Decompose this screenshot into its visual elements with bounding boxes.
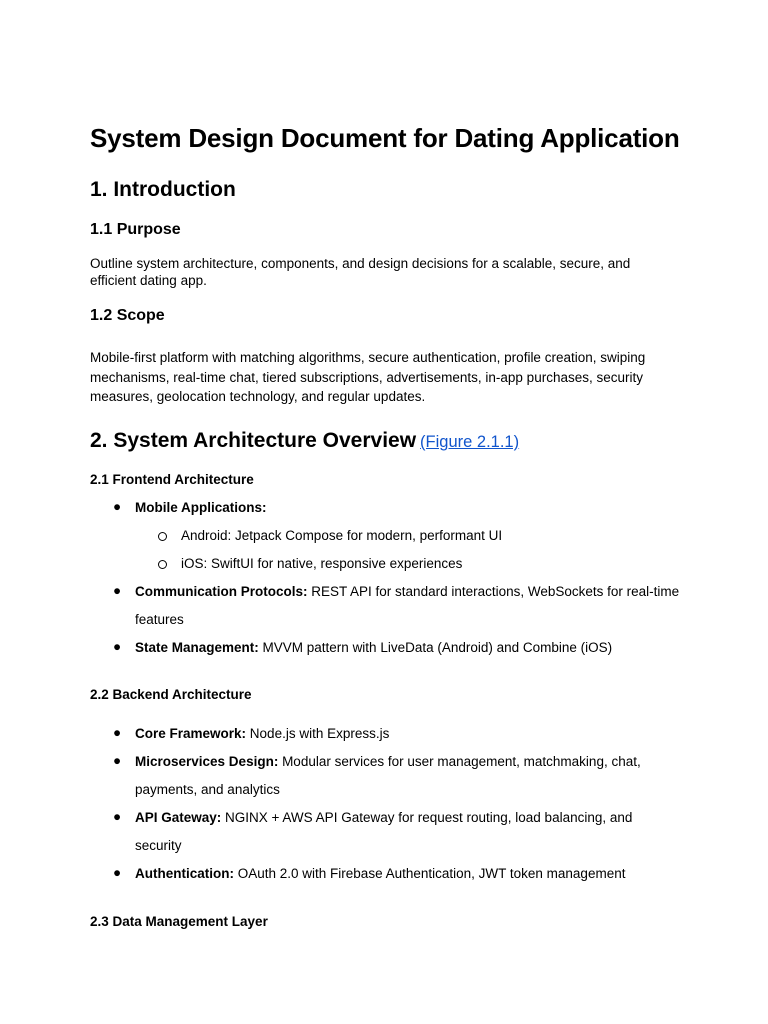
subsection-heading-backend: 2.2 Backend Architecture — [90, 687, 252, 702]
list-item — [135, 720, 680, 748]
bullet-icon: ● — [113, 809, 122, 824]
bullet-icon: ● — [113, 639, 122, 654]
list-item — [135, 634, 680, 662]
bullet-icon: ● — [113, 725, 122, 740]
hollow-bullet-icon — [158, 532, 167, 541]
list-item-text: NGINX + AWS API Gateway for request routing, load balancing, and security — [135, 810, 633, 853]
list-item-label: State Management: — [135, 640, 259, 655]
list-item-label: API Gateway: — [135, 810, 222, 825]
bullet-icon: ● — [113, 865, 122, 880]
list-item — [135, 748, 680, 804]
document-title: System Design Document for Dating Application — [90, 123, 680, 153]
purpose-paragraph: Outline system architecture, components, and design decisions for a scalable, secure, and efficient dating app. — [90, 256, 631, 288]
list-item-text: REST API for standard interactions, WebSockets for real-time features — [135, 584, 680, 627]
list-item-text: MVVM pattern with LiveData (Android) and Combine (iOS) — [258, 640, 613, 655]
list-item-label: Authentication: — [135, 866, 234, 881]
bullet-icon: ● — [113, 753, 122, 768]
subsection-heading-scope: 1.2 Scope — [90, 307, 165, 324]
subsection-heading-purpose: 1.1 Purpose — [90, 221, 181, 238]
list-item-label: Core Framework: — [135, 726, 247, 741]
list-item-text: Node.js with Express.js — [246, 726, 390, 741]
hollow-bullet-icon — [158, 560, 167, 569]
list-item-label: Communication Protocols: — [135, 584, 308, 599]
list-item — [135, 578, 680, 634]
sub-list-item: iOS: SwiftUI for native, responsive experiences — [181, 556, 463, 571]
list-item-label: Mobile Applications: — [135, 500, 267, 515]
list-item — [135, 860, 680, 888]
architecture-heading-text: 2. System Architecture Overview — [90, 429, 417, 452]
figure-link[interactable]: (Figure 2.1.1) — [420, 433, 520, 451]
list-item — [135, 494, 680, 522]
list-item-text: OAuth 2.0 with Firebase Authentication, JWT token management — [234, 866, 626, 881]
subsection-heading-frontend: 2.1 Frontend Architecture — [90, 472, 254, 487]
list-item-label: Microservices Design: — [135, 754, 279, 769]
sub-list-item: Android: Jetpack Compose for modern, performant UI — [181, 528, 503, 543]
list-item-text: Modular services for user management, matchmaking, chat, payments, and analytics — [135, 754, 641, 797]
bullet-icon: ● — [113, 499, 122, 514]
subsection-heading-data-layer: 2.3 Data Management Layer — [90, 914, 268, 929]
section-heading-introduction: 1. Introduction — [90, 178, 236, 201]
list-item — [135, 804, 680, 860]
scope-paragraph: Mobile-first platform with matching algorithms, secure authentication, profile creation, swiping mechanisms, real-time chat, tiered subscriptions, advertisements, in-app purchases, security measures, geolocation technology, and regular updates. — [90, 350, 646, 404]
bullet-icon: ● — [113, 583, 122, 598]
section-heading-architecture — [90, 429, 519, 453]
